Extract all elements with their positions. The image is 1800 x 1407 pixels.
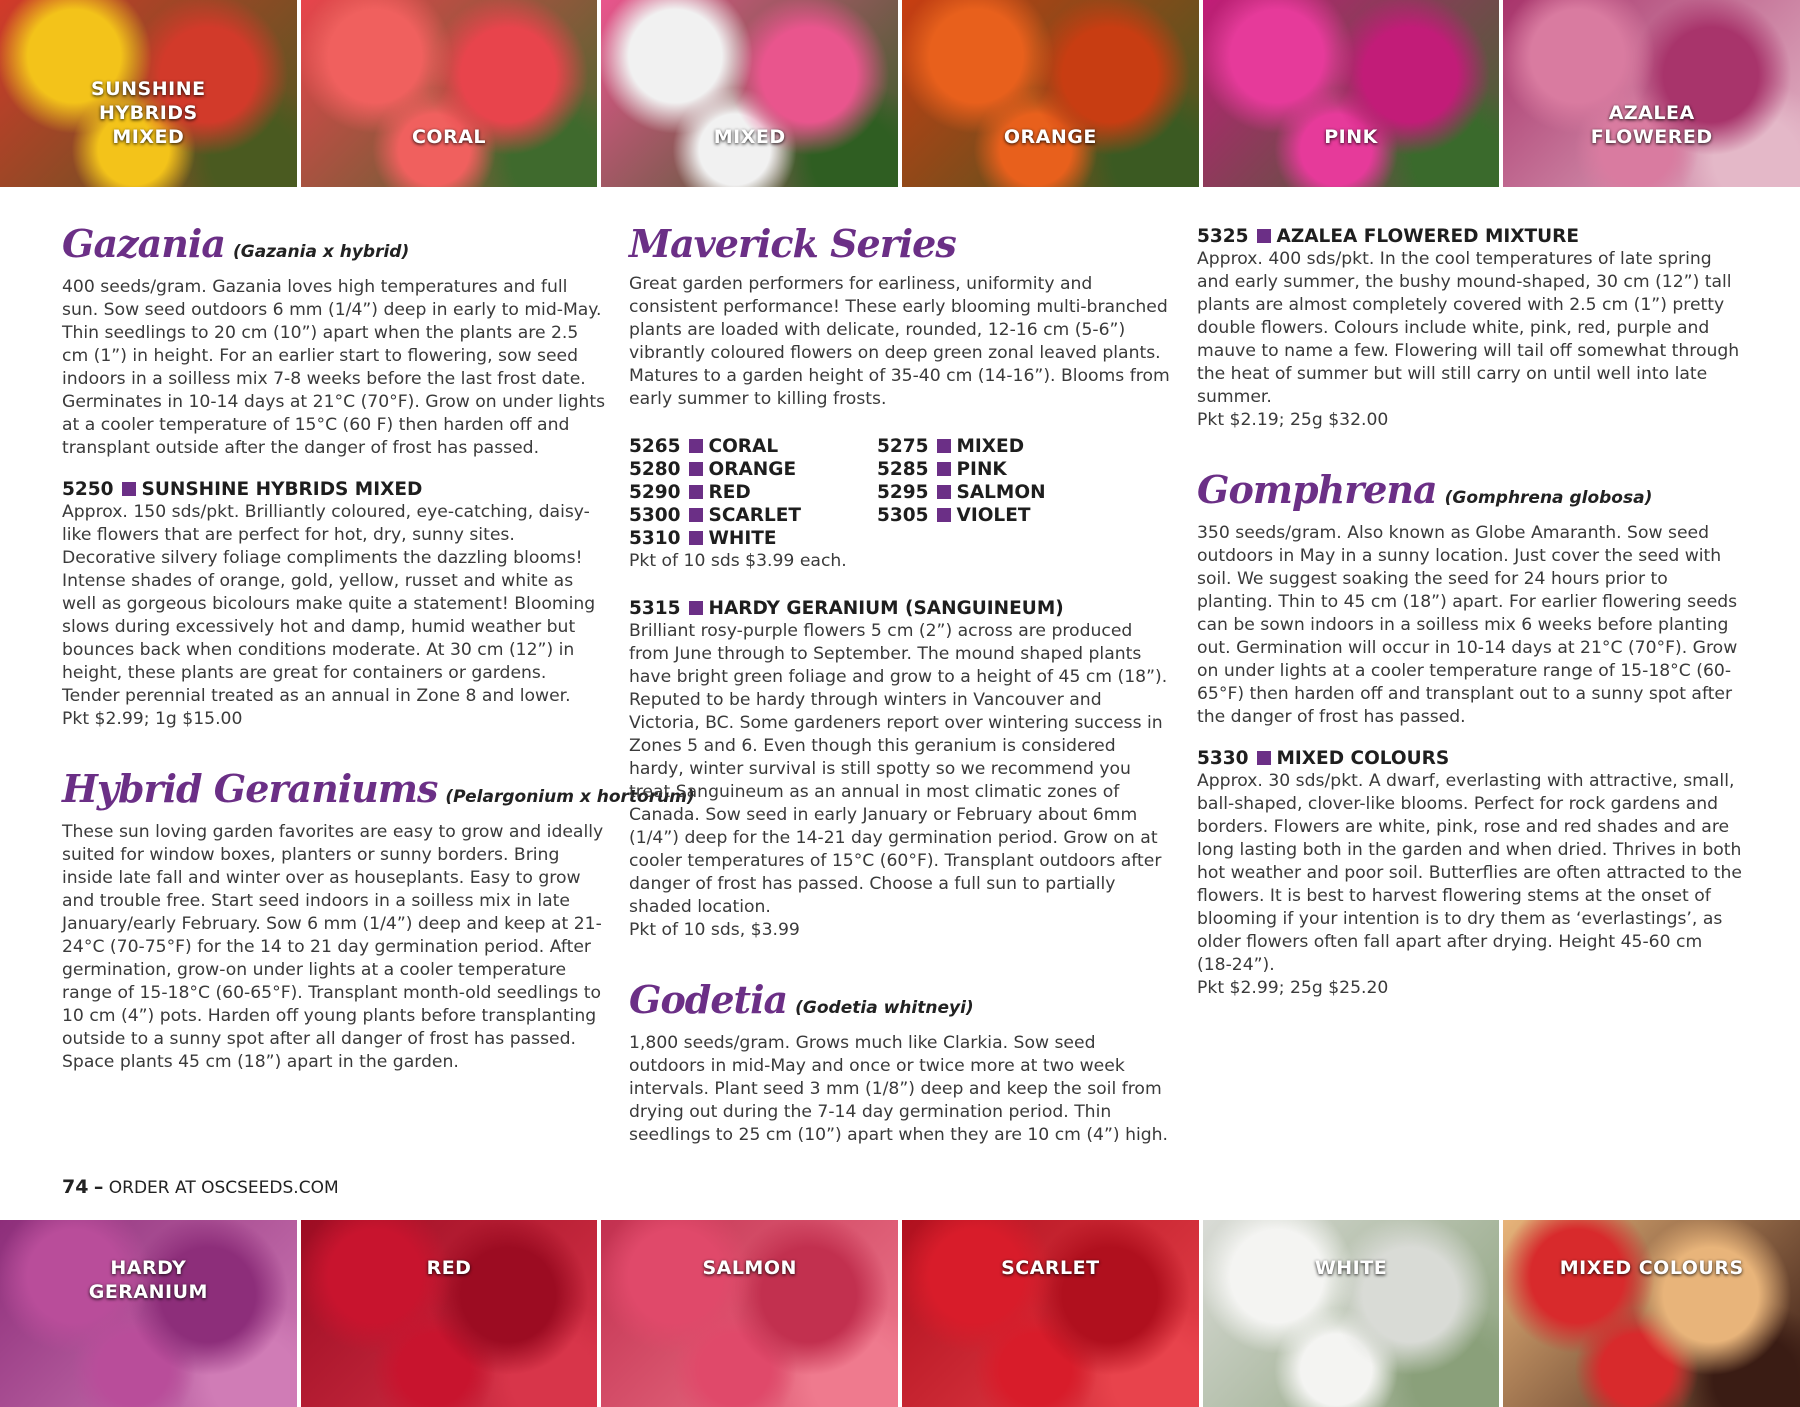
column-right — [1197, 220, 1742, 1000]
spacer — [62, 731, 607, 765]
item-price: Pkt of 10 sds, $3.99 — [629, 920, 800, 940]
item-name: HARDY GERANIUM (SANGUINEUM) — [708, 598, 1064, 619]
section-title: Maverick Series — [629, 221, 956, 266]
photo-red — [301, 1220, 598, 1407]
bullet-square-icon — [689, 462, 703, 476]
item-description: Approx. 400 sds/pkt. In the cool temperatures of late spring and early summer, the bushy mound-shaped, 30 cm (12”) tall plants are almost completely covered with 2.5 cm (1”) pretty double flowers. Colours include white, pink, red, purple and mauve to name a few. Flowering will tail off somewhat through the heat of summer but will still carry on until well into late summer. — [1197, 249, 1740, 407]
variety-item — [629, 435, 877, 458]
photo-white — [1203, 1220, 1500, 1407]
section-title: Gazania — [62, 221, 225, 266]
photo-orange — [902, 0, 1199, 187]
footer-order-link[interactable]: ORDER AT OSCSEEDS.COM — [108, 1178, 339, 1198]
maverick-heading — [629, 220, 1174, 273]
item-code: 5265 — [629, 436, 681, 457]
photo-caption: CORAL — [411, 126, 487, 148]
item-heading-5330 — [1197, 747, 1742, 770]
gomphrena-description: 350 seeds/gram. Also known as Globe Amaranth. Sow seed outdoors in May in a sunny location. Just cover the seed with soil. We suggest soaking the seed for 24 hours prior to planting. Thin to 45 cm (18”) apart. For earlier flowering seeds can be sown indoors in a soilless mix 6 weeks before planting out. Germination will occur in 10-14 days at 21°C (70°F). Grow on under lights at a cooler temperature range of 15-18°C (60-65°F) then harden off and transplant out to a sunny spot after the danger of frost has passed. — [1197, 523, 1738, 727]
item-name: MIXED — [956, 436, 1025, 457]
latin-name: (Gazania x hybrid) — [232, 242, 410, 262]
photo-caption: SCARLET — [1001, 1257, 1100, 1279]
spacer — [629, 942, 1174, 976]
item-name: SALMON — [956, 482, 1046, 503]
item-name: RED — [708, 482, 751, 503]
gazania-description: 400 seeds/gram. Gazania loves high temperatures and full sun. Sow seed outdoors 6 mm (1/4”) deep in early to mid-May. Thin seedlings to 20 cm (10”) apart when the plants are 2.5 cm (1”) in height. For an earlier start to flowering, sow seed indoors in a soilless mix 7-8 weeks before the last frost date. Germinates in 10-14 days at 21°C (70°F). Grow on under lights at a cooler temperature of 15°C (60 F) then harden off and transplant outside after the danger of frost has passed. — [62, 277, 606, 458]
section-title: Godetia — [629, 977, 788, 1022]
item-name: ORANGE — [708, 459, 797, 480]
photo-hardy-geranium — [0, 1220, 297, 1407]
item-name: CORAL — [708, 436, 779, 457]
item-description: Brilliant rosy-purple flowers 5 cm (2”) across are produced from June through to September. The mound shaped plants have bright green foliage and grow to a height of 45 cm (18”). Reputed to be hardy through winters in Vancouver and Victoria, BC. Some gardeners report over wintering success in Zones 5 and 6. Even though this geranium is considered hardy, winter survival is still spotty so we recommend you treat Sanguineum as an annual in most climatic zones of Canada. Sow seed in early January or February about 6mm (1/4”) deep for the 14-21 day germination period. Grow on at cooler temperatures of 15°C (60°F). Transplant outdoors after danger of frost has passed. Choose a full sun to partially shaded location. — [629, 621, 1168, 917]
variety-item — [629, 481, 877, 504]
gomphrena-heading — [1197, 466, 1742, 522]
photo-pink — [1203, 0, 1500, 187]
item-price: Pkt $2.99; 25g $25.20 — [1197, 978, 1389, 998]
photo-salmon — [601, 1220, 898, 1407]
photo-caption: PINK — [1324, 126, 1378, 148]
item-code: 5290 — [629, 482, 681, 503]
bullet-square-icon — [689, 439, 703, 453]
item-code: 5305 — [877, 505, 929, 526]
item-price: Pkt $2.19; 25g $32.00 — [1197, 410, 1389, 430]
item-code: 5325 — [1197, 226, 1249, 247]
photo-azalea-flowered — [1503, 0, 1800, 187]
variety-item — [629, 504, 877, 527]
photo-caption: RED — [426, 1257, 472, 1279]
maverick-price: Pkt of 10 sds $3.99 each. — [629, 551, 847, 571]
item-heading-5250 — [62, 478, 607, 501]
godetia-heading — [629, 976, 1174, 1032]
variety-item — [877, 458, 1125, 481]
photo-sunshine-hybrids — [0, 0, 297, 187]
bullet-square-icon — [937, 508, 951, 522]
item-name: VIOLET — [956, 505, 1031, 526]
item-name: WHITE — [708, 528, 777, 549]
page-number: 74 — [62, 1176, 89, 1198]
photo-mixed — [601, 0, 898, 187]
photo-caption: ORANGE — [1003, 126, 1097, 148]
bottom-photo-strip — [0, 1220, 1800, 1407]
geraniums-description: These sun loving garden favorites are easy to grow and ideally suited for window boxes, planters or sunny borders. Bring inside late fall and winter over as houseplants. Easy to grow and trouble free. Start seed indoors in a soilless mix in late January/early February. Sow 6 mm (1/4”) deep and keep at 21-24°C (70-75°F) for the 14 to 21 day germination period. After germination, grow-on under lights at a cooler temperature range of 15-18°C (60-65°F). Transplant month-old seedlings to 10 cm (4”) pots. Harden off young plants before transplanting outside to a sunny spot after all danger of frost has passed. Space plants 45 cm (18”) apart in the garden. — [62, 822, 604, 1072]
bullet-square-icon — [1257, 751, 1271, 765]
bullet-square-icon — [689, 508, 703, 522]
item-name: SCARLET — [708, 505, 802, 526]
page-footer — [62, 1176, 339, 1198]
item-code: 5315 — [629, 598, 681, 619]
item-code: 5275 — [877, 436, 929, 457]
item-price: Pkt $2.99; 1g $15.00 — [62, 709, 243, 729]
bullet-square-icon — [937, 439, 951, 453]
bullet-square-icon — [937, 485, 951, 499]
photo-caption: HARDY GERANIUM — [88, 1257, 208, 1303]
bullet-square-icon — [689, 601, 703, 615]
photo-caption: SALMON — [702, 1257, 797, 1279]
bullet-square-icon — [689, 531, 703, 545]
photo-caption: SUNSHINE HYBRIDS MIXED — [91, 78, 206, 148]
item-code: 5295 — [877, 482, 929, 503]
photo-coral — [301, 0, 598, 187]
item-name: PINK — [956, 459, 1007, 480]
maverick-description: Great garden performers for earliness, uniformity and consistent performance! These early blooming multi-branched plants are loaded with delicate, rounded, 12-16 cm (5-6”) vibrantly coloured flowers on deep green zonal leaved plants. Matures to a garden height of 35-40 cm (14-16”). Blooms from early summer to killing frosts. — [629, 274, 1170, 409]
gazania-heading — [62, 220, 607, 276]
item-code: 5300 — [629, 505, 681, 526]
variety-item — [877, 435, 1125, 458]
item-code: 5330 — [1197, 748, 1249, 769]
item-code: 5250 — [62, 479, 114, 500]
latin-name: (Gomphrena globosa) — [1444, 488, 1653, 508]
photo-caption: WHITE — [1314, 1257, 1388, 1279]
latin-name: (Pelargonium x hortorum) — [445, 787, 695, 807]
item-name: AZALEA FLOWERED MIXTURE — [1276, 226, 1580, 247]
variety-item — [877, 481, 1125, 504]
bullet-square-icon — [1257, 229, 1271, 243]
item-code: 5310 — [629, 528, 681, 549]
item-code: 5280 — [629, 459, 681, 480]
photo-mixed-colours — [1503, 1220, 1800, 1407]
geraniums-heading — [62, 765, 695, 821]
column-middle — [629, 220, 1174, 1147]
item-name: MIXED COLOURS — [1276, 748, 1450, 769]
latin-name: (Godetia whitneyi) — [795, 998, 974, 1018]
variety-item — [629, 458, 877, 481]
section-title: Gomphrena — [1197, 467, 1437, 512]
godetia-description: 1,800 seeds/gram. Grows much like Clarkia. Sow seed outdoors in mid-May and once or twice more at two week intervals. Plant seed 3 mm (1/8”) deep and keep the soil from drying out during the 7-14 day germination period. Thin seedlings to 25 cm (10”) apart when they are 10 cm (4”) high. — [629, 1033, 1169, 1145]
item-description: Approx. 30 sds/pkt. A dwarf, everlasting with attractive, small, ball-shaped, clover-like blooms. Perfect for rock gardens and borders. Flowers are white, pink, rose and red shades and are long lasting both in the garden and when dried. Thrives in both hot weather and poor soil. Butterflies are often attracted to the flowers. It is best to harvest flowering stems at the onset of blooming if your intention is to dry them as ‘everlastings’, as older flowers often fall apart after drying. Height 45-60 cm (18-24”). — [1197, 771, 1742, 975]
item-code: 5285 — [877, 459, 929, 480]
bullet-square-icon — [122, 482, 136, 496]
variety-item — [877, 504, 1125, 527]
photo-caption: MIXED COLOURS — [1559, 1257, 1744, 1279]
bullet-square-icon — [689, 485, 703, 499]
photo-scarlet — [902, 1220, 1199, 1407]
item-heading-5325 — [1197, 225, 1742, 248]
top-photo-strip — [0, 0, 1800, 187]
photo-caption: MIXED — [713, 126, 786, 148]
section-title: Hybrid Geraniums — [62, 766, 438, 811]
spacer — [1197, 432, 1742, 466]
item-heading-5315 — [629, 597, 1174, 620]
item-description: Approx. 150 sds/pkt. Brilliantly coloured, eye-catching, daisy-like flowers that are perfect for hot, dry, sunny sites. Decorative silvery foliage compliments the dazzling blooms! Intense shades of orange, gold, yellow, russet and white as well as gorgeous bicolours make quite a statement! Blooming slows during excessively hot and damp, humid weather but bounces back when conditions moderate. At 30 cm (12”) in height, these plants are great for containers or gardens. Tender perennial treated as an annual in Zone 8 and lower. — [62, 502, 596, 706]
variety-item — [629, 527, 877, 550]
footer-dash: – — [93, 1176, 104, 1198]
bullet-square-icon — [937, 462, 951, 476]
item-name: SUNSHINE HYBRIDS MIXED — [141, 479, 423, 500]
photo-caption: AZALEA FLOWERED — [1590, 102, 1713, 148]
variety-list — [629, 435, 1174, 550]
